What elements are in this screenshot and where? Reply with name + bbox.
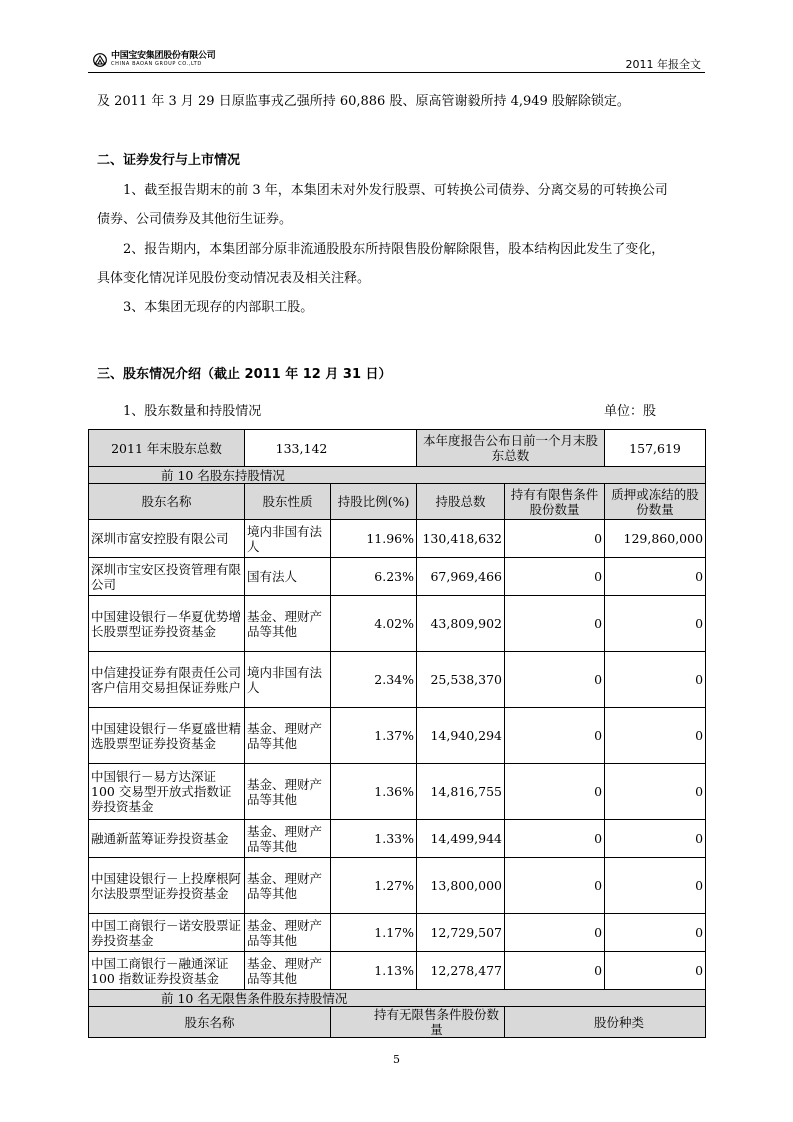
table-row [89, 764, 706, 820]
col-header-restricted: 持有有限售条件股份数量 [505, 484, 605, 520]
restricted-shares: 0 [505, 820, 605, 858]
restricted-shares: 0 [505, 914, 605, 952]
pledged-shares: 129,860,000 [605, 520, 706, 558]
table-row [89, 558, 706, 596]
share-ratio: 1.17% [331, 914, 417, 952]
share-total: 43,809,902 [417, 596, 505, 652]
shareholder-name: 中信建投证券有限责任公司客户信用交易担保证券账户 [89, 652, 245, 708]
pledged-shares: 0 [605, 914, 706, 952]
shareholder-name: 中国银行－易方达深证 100 交易型开放式指数证券投资基金 [89, 764, 245, 820]
logo-cn-text: 中国宝安集团股份有限公司 [111, 51, 216, 61]
col-header-ratio: 持股比例(%) [331, 484, 417, 520]
pledged-shares: 0 [605, 652, 706, 708]
share-ratio: 1.33% [331, 820, 417, 858]
share-total: 12,729,507 [417, 914, 505, 952]
unit-label: 单位：股 [604, 404, 657, 419]
section2-p1-line1: 1、截至报告期末的前 3 年，本集团未对外发行股票、可转换公司债券、分离交易的可转换公司 [123, 183, 668, 198]
table-row [89, 652, 706, 708]
section2-p1-line2: 债券、公司债券及其他衍生证券。 [97, 212, 293, 227]
restricted-shares: 0 [505, 708, 605, 764]
total-holders-value: 133,142 [245, 430, 417, 467]
total-holders-label: 2011 年末股东总数 [89, 430, 245, 467]
top10-header-row [89, 484, 706, 520]
share-total: 14,816,755 [417, 764, 505, 820]
share-ratio: 2.34% [331, 652, 417, 708]
table-row [89, 914, 706, 952]
col-header-nature: 股东性质 [245, 484, 331, 520]
pledged-shares: 0 [605, 764, 706, 820]
shareholder-name: 深圳市富安控股有限公司 [89, 520, 245, 558]
share-ratio: 4.02% [331, 596, 417, 652]
shareholder-nature: 境内非国有法人 [245, 652, 331, 708]
shareholder-name: 融通新蓝筹证券投资基金 [89, 820, 245, 858]
shareholder-nature: 基金、理财产品等其他 [245, 952, 331, 990]
shareholder-name: 深圳市宝安区投资管理有限公司 [89, 558, 245, 596]
prev-holders-label: 本年度报告公布日前一个月末股东总数 [417, 430, 605, 467]
shareholder-nature: 基金、理财产品等其他 [245, 820, 331, 858]
share-ratio: 1.37% [331, 708, 417, 764]
pledged-shares: 0 [605, 858, 706, 914]
restricted-shares: 0 [505, 596, 605, 652]
share-total: 130,418,632 [417, 520, 505, 558]
restricted-shares: 0 [505, 558, 605, 596]
shareholder-name: 中国建设银行－上投摩根阿尔法股票型证券投资基金 [89, 858, 245, 914]
share-ratio: 11.96% [331, 520, 417, 558]
share-total: 14,499,944 [417, 820, 505, 858]
share-ratio: 6.23% [331, 558, 417, 596]
prev-holders-value: 157,619 [605, 430, 706, 467]
shareholder-nature: 基金、理财产品等其他 [245, 914, 331, 952]
intro-line: 及 2011 年 3 月 29 日原监事戎乙强所持 60,886 股、原高管谢毅所持 4,949 股解除锁定。 [97, 94, 630, 109]
shareholder-nature: 基金、理财产品等其他 [245, 764, 331, 820]
unrestricted-title: 前 10 名无限售条件股东持股情况 [89, 990, 706, 1007]
section2-p2-line2: 具体变化情况详见股份变动情况表及相关注释。 [97, 271, 371, 286]
pledged-shares: 0 [605, 708, 706, 764]
restricted-shares: 0 [505, 652, 605, 708]
pledged-shares: 0 [605, 952, 706, 990]
company-logo [92, 52, 215, 67]
logo-en-text: CHINA BAOAN GROUP CO.,LTD [111, 61, 202, 67]
shareholder-name: 中国工商银行－融通深证 100 指数证券投资基金 [89, 952, 245, 990]
page-header [88, 50, 705, 73]
col-header-pledged: 质押或冻结的股份数量 [605, 484, 706, 520]
col-header-total: 持股总数 [417, 484, 505, 520]
section3-subtitle: 1、股东数量和持股情况 [123, 404, 262, 419]
restricted-shares: 0 [505, 952, 605, 990]
logo-icon [92, 53, 108, 67]
restricted-shares: 0 [505, 858, 605, 914]
shareholder-name: 中国工商银行－诺安股票证券投资基金 [89, 914, 245, 952]
col-header-unr-shares: 持有无限售条件股份数量 [331, 1007, 505, 1038]
share-total: 13,800,000 [417, 858, 505, 914]
pledged-shares: 0 [605, 820, 706, 858]
share-total: 67,969,466 [417, 558, 505, 596]
shareholder-nature: 境内非国有法人 [245, 520, 331, 558]
restricted-shares: 0 [505, 520, 605, 558]
share-ratio: 1.27% [331, 858, 417, 914]
document-title: 2011 年报全文 [625, 58, 701, 71]
section3-heading: 三、股东情况介绍（截止 2011 年 12 月 31 日） [97, 367, 392, 382]
table-row [89, 820, 706, 858]
unrestricted-header-row [89, 1007, 706, 1038]
page-number: 5 [393, 1053, 400, 1066]
share-total: 12,278,477 [417, 952, 505, 990]
shareholder-name: 中国建设银行－华夏盛世精选股票型证券投资基金 [89, 708, 245, 764]
top10-title-row [89, 467, 706, 484]
shareholder-nature: 基金、理财产品等其他 [245, 708, 331, 764]
section2-p3: 3、本集团无现存的内部职工股。 [123, 300, 314, 315]
table-row [89, 520, 706, 558]
table-row [89, 708, 706, 764]
share-total: 25,538,370 [417, 652, 505, 708]
summary-row [89, 430, 706, 467]
shareholder-table [88, 429, 706, 1038]
pledged-shares: 0 [605, 596, 706, 652]
shareholder-nature: 基金、理财产品等其他 [245, 596, 331, 652]
section2-heading: 二、证券发行与上市情况 [97, 153, 241, 168]
table-row [89, 952, 706, 990]
top10-title: 前 10 名股东持股情况 [89, 467, 706, 484]
table-row [89, 596, 706, 652]
section2-p2-line1: 2、报告期内，本集团部分原非流通股股东所持限售股份解除限售，股本结构因此发生了变化， [123, 242, 665, 257]
shareholder-nature: 国有法人 [245, 558, 331, 596]
col-header-unr-name: 股东名称 [89, 1007, 331, 1038]
shareholder-name: 中国建设银行－华夏优势增长股票型证券投资基金 [89, 596, 245, 652]
share-total: 14,940,294 [417, 708, 505, 764]
share-ratio: 1.13% [331, 952, 417, 990]
pledged-shares: 0 [605, 558, 706, 596]
col-header-unr-type: 股份种类 [505, 1007, 706, 1038]
share-ratio: 1.36% [331, 764, 417, 820]
shareholder-nature: 基金、理财产品等其他 [245, 858, 331, 914]
restricted-shares: 0 [505, 764, 605, 820]
unrestricted-title-row [89, 990, 706, 1007]
col-header-name: 股东名称 [89, 484, 245, 520]
table-row [89, 858, 706, 914]
